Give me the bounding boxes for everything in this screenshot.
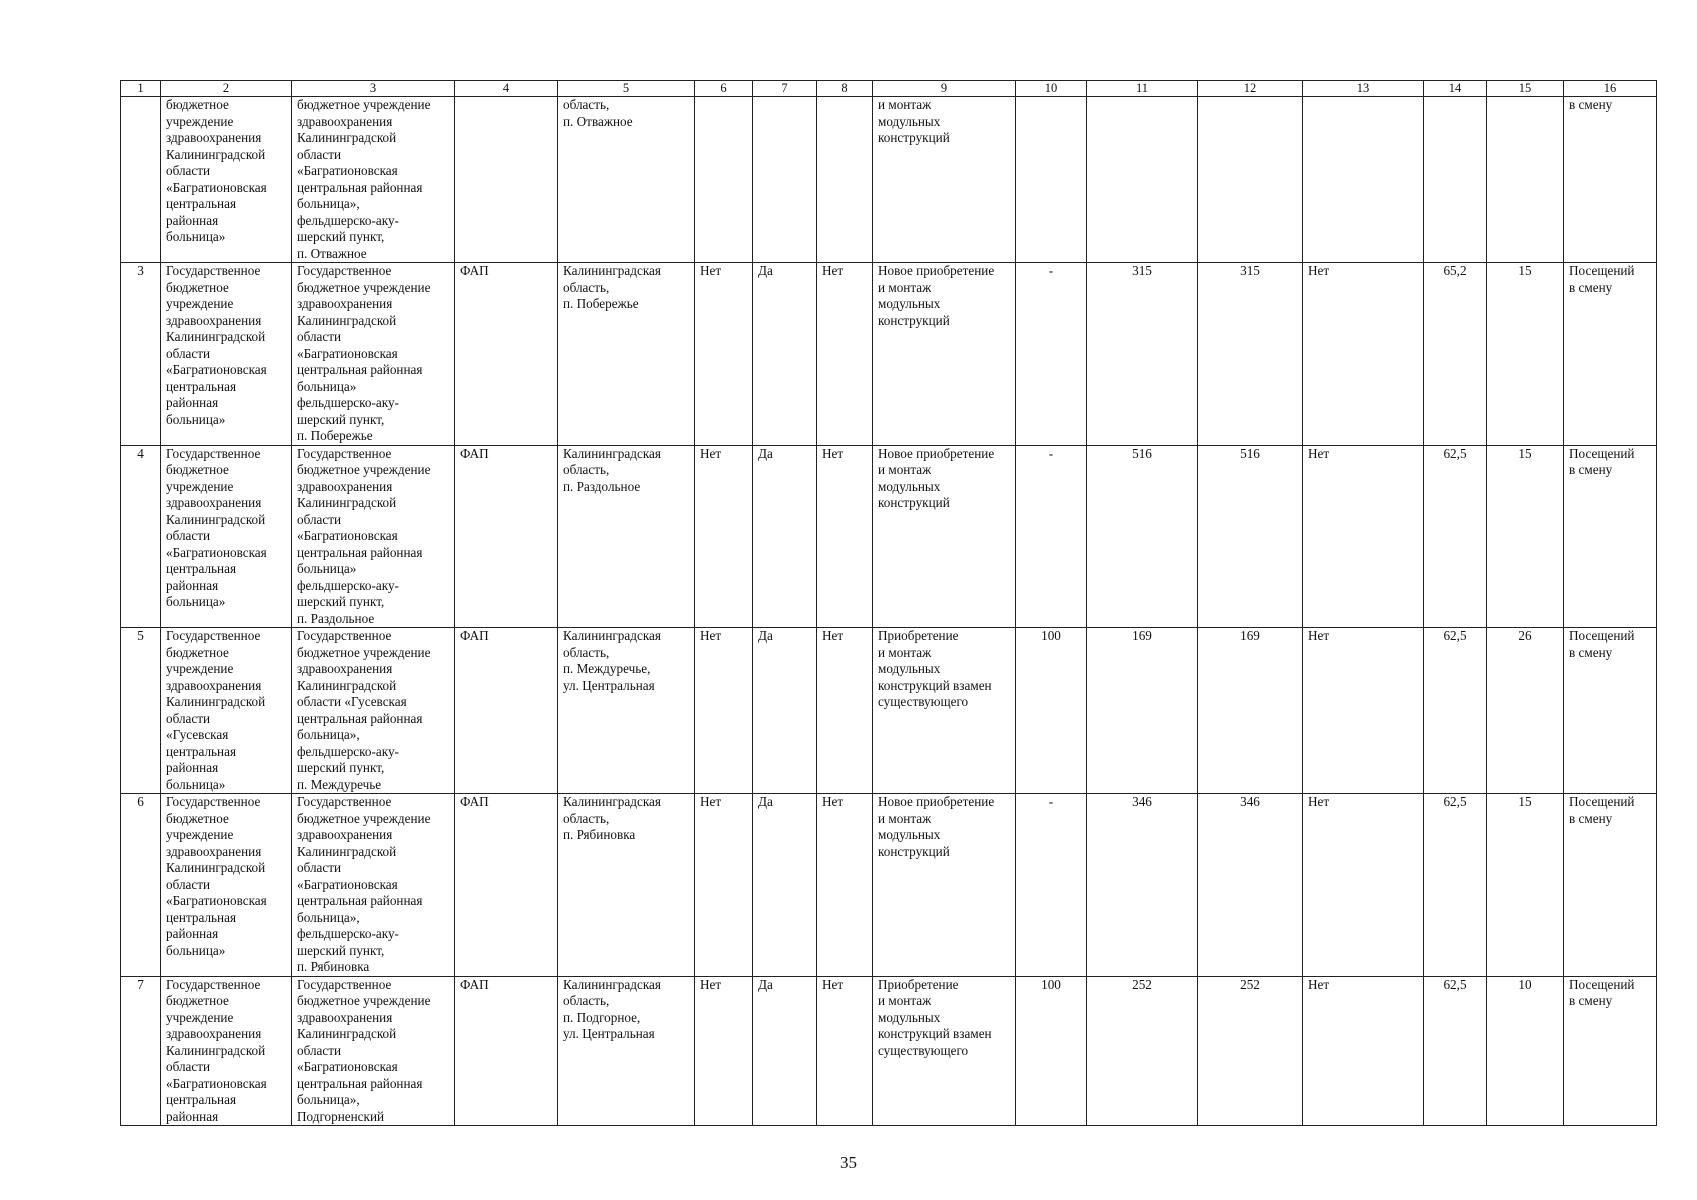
table-cell-col-8: Нет: [817, 263, 873, 446]
table-cell-col-15: 26: [1487, 628, 1564, 794]
table-cell-col-13: Нет: [1303, 976, 1424, 1126]
table-cell-col-9: Приобретение и монтаж модульных конструкций взамен существующего: [873, 628, 1016, 794]
table-cell-col-6: Нет: [695, 794, 753, 977]
table-cell-col-3: Государственное бюджетное учреждение здравоохранения Калининградской области «Багратионовская центральная районная больница», фельдшерско-аку- шерский пункт, п. Рябиновка: [292, 794, 455, 977]
header-cell-5: 5: [558, 81, 695, 97]
table-cell-col-15: 15: [1487, 794, 1564, 977]
table-cell-col-1: 7: [121, 976, 161, 1126]
table-cell-col-12: 169: [1198, 628, 1303, 794]
header-cell-3: 3: [292, 81, 455, 97]
table-cell-col-16: Посещений в смену: [1564, 445, 1657, 628]
table-cell-col-9: и монтаж модульных конструкций: [873, 97, 1016, 263]
table-row: [121, 97, 1657, 263]
table-cell-col-12: 346: [1198, 794, 1303, 977]
table-cell-col-8: [817, 97, 873, 263]
table-cell-col-9: Новое приобретение и монтаж модульных конструкций: [873, 263, 1016, 446]
table-cell-col-16: Посещений в смену: [1564, 263, 1657, 446]
header-cell-13: 13: [1303, 81, 1424, 97]
table-cell-col-5: Калининградская область, п. Раздольное: [558, 445, 695, 628]
table-cell-col-4: ФАП: [455, 794, 558, 977]
table-cell-col-11: 516: [1087, 445, 1198, 628]
table-cell-col-1: 4: [121, 445, 161, 628]
table-cell-col-15: 15: [1487, 445, 1564, 628]
table-cell-col-1: [121, 97, 161, 263]
header-cell-8: 8: [817, 81, 873, 97]
table-cell-col-4: ФАП: [455, 628, 558, 794]
table-cell-col-8: Нет: [817, 794, 873, 977]
table-cell-col-8: Нет: [817, 445, 873, 628]
table-cell-col-3: Государственное бюджетное учреждение здравоохранения Калининградской области «Багратионовская центральная районная больница» фельдшерско-аку- шерский пункт, п. Побережье: [292, 263, 455, 446]
table-cell-col-4: ФАП: [455, 976, 558, 1126]
table-cell-col-7: Да: [753, 794, 817, 977]
table-cell-col-10: -: [1016, 794, 1087, 977]
header-cell-11: 11: [1087, 81, 1198, 97]
table-cell-col-7: Да: [753, 976, 817, 1126]
header-cell-6: 6: [695, 81, 753, 97]
table-cell-col-12: 315: [1198, 263, 1303, 446]
table-cell-col-3: Государственное бюджетное учреждение здравоохранения Калининградской области «Багратионовская центральная районная больница», Подгорненский: [292, 976, 455, 1126]
table-cell-col-5: область, п. Отважное: [558, 97, 695, 263]
table-cell-col-4: ФАП: [455, 263, 558, 446]
table-cell-col-11: 346: [1087, 794, 1198, 977]
table-cell-col-15: [1487, 97, 1564, 263]
table-body: [121, 81, 1657, 1126]
table-cell-col-14: [1424, 97, 1487, 263]
table-cell-col-11: [1087, 97, 1198, 263]
header-cell-14: 14: [1424, 81, 1487, 97]
table-cell-col-9: Новое приобретение и монтаж модульных конструкций: [873, 794, 1016, 977]
table-cell-col-14: 62,5: [1424, 976, 1487, 1126]
table-cell-col-9: Новое приобретение и монтаж модульных конструкций: [873, 445, 1016, 628]
table-cell-col-16: Посещений в смену: [1564, 794, 1657, 977]
table-cell-col-2: Государственное бюджетное учреждение здравоохранения Калининградской области «Гусевская центральная районная больница»: [161, 628, 292, 794]
table-cell-col-6: [695, 97, 753, 263]
table-cell-col-6: Нет: [695, 628, 753, 794]
facilities-table: [120, 80, 1657, 1126]
table-cell-col-7: Да: [753, 263, 817, 446]
table-cell-col-8: Нет: [817, 976, 873, 1126]
table-cell-col-3: бюджетное учреждение здравоохранения Калининградской области «Багратионовская центральная районная больница», фельдшерско-аку- шерский пункт, п. Отважное: [292, 97, 455, 263]
table-cell-col-5: Калининградская область, п. Междуречье, ул. Центральная: [558, 628, 695, 794]
table-row: [121, 976, 1657, 1126]
table-cell-col-2: Государственное бюджетное учреждение здравоохранения Калининградской области «Багратионовская центральная районная больница»: [161, 263, 292, 446]
table-cell-col-14: 62,5: [1424, 628, 1487, 794]
table-cell-col-3: Государственное бюджетное учреждение здравоохранения Калининградской области «Гусевская центральная районная больница», фельдшерско-аку- шерский пункт, п. Междуречье: [292, 628, 455, 794]
table-cell-col-6: Нет: [695, 263, 753, 446]
table-cell-col-16: в смену: [1564, 97, 1657, 263]
table-cell-col-13: [1303, 97, 1424, 263]
header-cell-9: 9: [873, 81, 1016, 97]
table-cell-col-11: 315: [1087, 263, 1198, 446]
table-cell-col-6: Нет: [695, 445, 753, 628]
table-cell-col-1: 5: [121, 628, 161, 794]
table-cell-col-8: Нет: [817, 628, 873, 794]
table-cell-col-1: 3: [121, 263, 161, 446]
table-cell-col-7: Да: [753, 445, 817, 628]
table-cell-col-13: Нет: [1303, 445, 1424, 628]
header-cell-10: 10: [1016, 81, 1087, 97]
header-cell-15: 15: [1487, 81, 1564, 97]
table-cell-col-4: [455, 97, 558, 263]
table-cell-col-2: Государственное бюджетное учреждение здравоохранения Калининградской области «Багратионовская центральная районная больница»: [161, 794, 292, 977]
table-cell-col-14: 65,2: [1424, 263, 1487, 446]
table-cell-col-9: Приобретение и монтаж модульных конструкций взамен существующего: [873, 976, 1016, 1126]
table-cell-col-2: бюджетное учреждение здравоохранения Калининградской области «Багратионовская центральная районная больница»: [161, 97, 292, 263]
header-row: [121, 81, 1657, 97]
table-row: [121, 445, 1657, 628]
table-cell-col-1: 6: [121, 794, 161, 977]
table-cell-col-11: 252: [1087, 976, 1198, 1126]
header-cell-2: 2: [161, 81, 292, 97]
table-cell-col-12: 252: [1198, 976, 1303, 1126]
table-cell-col-6: Нет: [695, 976, 753, 1126]
header-cell-7: 7: [753, 81, 817, 97]
table-row: [121, 263, 1657, 446]
header-cell-16: 16: [1564, 81, 1657, 97]
page-number: 35: [840, 1153, 857, 1172]
table-cell-col-16: Посещений в смену: [1564, 628, 1657, 794]
header-cell-12: 12: [1198, 81, 1303, 97]
table-cell-col-10: -: [1016, 263, 1087, 446]
table-cell-col-10: 100: [1016, 628, 1087, 794]
table-cell-col-14: 62,5: [1424, 794, 1487, 977]
table-cell-col-13: Нет: [1303, 628, 1424, 794]
table-cell-col-14: 62,5: [1424, 445, 1487, 628]
table-cell-col-13: Нет: [1303, 263, 1424, 446]
table-cell-col-2: Государственное бюджетное учреждение здравоохранения Калининградской области «Багратионовская центральная районная больница»: [161, 445, 292, 628]
table-cell-col-15: 15: [1487, 263, 1564, 446]
table-cell-col-2: Государственное бюджетное учреждение здравоохранения Калининградской области «Багратионовская центральная районная: [161, 976, 292, 1126]
table-cell-col-10: [1016, 97, 1087, 263]
table-cell-col-10: 100: [1016, 976, 1087, 1126]
table-cell-col-12: 516: [1198, 445, 1303, 628]
table-cell-col-12: [1198, 97, 1303, 263]
table-cell-col-3: Государственное бюджетное учреждение здравоохранения Калининградской области «Багратионовская центральная районная больница» фельдшерско-аку- шерский пункт, п. Раздольное: [292, 445, 455, 628]
table-cell-col-15: 10: [1487, 976, 1564, 1126]
table-cell-col-10: -: [1016, 445, 1087, 628]
table-cell-col-7: [753, 97, 817, 263]
header-cell-1: 1: [121, 81, 161, 97]
header-cell-4: 4: [455, 81, 558, 97]
table-cell-col-7: Да: [753, 628, 817, 794]
table-row: [121, 628, 1657, 794]
table-row: [121, 794, 1657, 977]
table-cell-col-5: Калининградская область, п. Подгорное, ул. Центральная: [558, 976, 695, 1126]
table-cell-col-4: ФАП: [455, 445, 558, 628]
table-cell-col-13: Нет: [1303, 794, 1424, 977]
table-cell-col-11: 169: [1087, 628, 1198, 794]
table-cell-col-5: Калининградская область, п. Рябиновка: [558, 794, 695, 977]
table-cell-col-16: Посещений в смену: [1564, 976, 1657, 1126]
table-cell-col-5: Калининградская область, п. Побережье: [558, 263, 695, 446]
